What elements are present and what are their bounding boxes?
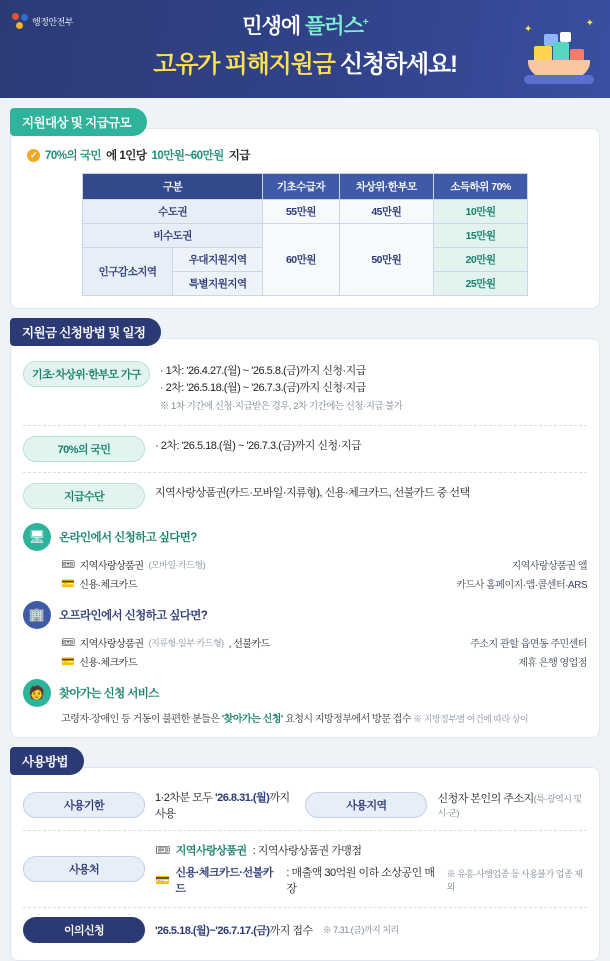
howto-right-label: 주소지 관할 읍면동 주민센터	[470, 638, 587, 650]
howto-left	[61, 654, 137, 669]
usage-place-text: : 매출액 30억원 이하 소상공인 매장	[286, 866, 435, 895]
bullet-prefix: 70%의 국민	[45, 150, 102, 162]
government-name: 행정안전부	[32, 16, 73, 27]
usage-place-lines	[155, 840, 587, 898]
usage-region-sub: (특·광역시 및 시·군)	[437, 794, 582, 819]
howto-left-label: 지역사랑상품권	[79, 560, 144, 572]
pill-income70: 70%의 국민	[23, 436, 145, 462]
grant-table	[82, 173, 528, 296]
pill-basic-household: 기초·차상위·한부모 가구	[23, 361, 150, 387]
bullet-suffix: 지급	[228, 150, 250, 162]
usage-place-line	[155, 862, 587, 898]
howto-online-title: 온라인에서 신청하고 싶다면?	[59, 531, 197, 544]
header-title-line1-b: 에	[280, 15, 305, 38]
section1-bullet	[27, 147, 587, 163]
usage-place-text: : 지역사랑상품권 가맹점	[252, 844, 362, 857]
usage-period-b: 까지 사용	[155, 791, 290, 820]
section-application	[10, 318, 600, 738]
howto-row	[61, 574, 587, 593]
objection-text	[155, 922, 313, 938]
howto-right-label: 지역사랑상품권 앱	[511, 560, 587, 572]
howto-left-extra: , 선불카드	[228, 638, 270, 650]
schedule-row-basic	[23, 355, 587, 421]
usage-place-memo: ※ 유흥·사행업종 등 사용불가 업종 제외	[446, 868, 583, 892]
header-title-line1	[0, 10, 610, 40]
howto-row	[61, 633, 587, 652]
howto-online-header	[23, 523, 587, 551]
howto-offline-header	[23, 601, 587, 629]
table-header-row	[83, 174, 528, 200]
header-title-degree: +	[362, 17, 368, 28]
howto-row	[61, 652, 587, 671]
objection-memo: ※ 7.31.(금)까지 처리	[322, 925, 399, 936]
header-title-line2	[0, 44, 610, 79]
usage-period-a: 1·2차분 모두	[155, 791, 216, 804]
th-nearpoor: 차상위·한부모	[339, 174, 433, 200]
howto-visit-title: 찾아가는 신청 서비스	[59, 687, 159, 700]
header-title-block	[0, 0, 610, 79]
th-basic: 기초수급자	[263, 174, 339, 200]
howto-left-label: 신용·체크카드	[79, 657, 137, 669]
bullet-mid: 에 1인당	[106, 150, 147, 162]
divider	[23, 472, 587, 473]
cell-nonmetro-income70: 15만원	[434, 224, 528, 248]
howto-right-label: 제휴 은행 영업점	[518, 657, 587, 669]
pill-objection: 이의신청	[23, 917, 145, 943]
section1-title: 지원대상 및 지급규모	[10, 108, 147, 136]
section2-title: 지원금 신청방법 및 일정	[10, 318, 161, 346]
header-title-line1-a: 민생	[242, 15, 281, 38]
table-row	[83, 224, 528, 248]
pill-usage-place: 사용처	[23, 856, 145, 882]
cell-nonmetro-nearpoor: 50만원	[339, 224, 433, 296]
howto-offline-rows	[61, 633, 587, 671]
howto-left-sub: (지류형·일부 카드형)	[148, 637, 224, 648]
th-income70: 소득하위 70%	[434, 174, 528, 200]
howto-online-rows	[61, 555, 587, 593]
section-eligibility	[10, 108, 600, 309]
card-icon: 💳	[155, 872, 170, 887]
cell-metro-basic: 55만원	[263, 200, 339, 224]
howto-left-sub: (모바일·카드형)	[148, 559, 206, 570]
hand-gift-illustration	[524, 18, 596, 84]
taegeuk-icon	[12, 13, 28, 29]
pill-usage-period: 사용기한	[23, 792, 145, 818]
cell-metro-nearpoor: 45만원	[339, 200, 433, 224]
row-label-nonmetro: 비수도권	[83, 224, 263, 248]
section2-body	[10, 338, 600, 738]
row-label-special: 특별지원지역	[173, 272, 263, 296]
coupon-icon: 🎟	[61, 636, 75, 649]
coupon-icon: 🎟	[61, 558, 75, 571]
section-usage	[10, 747, 600, 961]
usage-period-em: '26.8.31.(월)	[215, 791, 270, 804]
header-title-line2-b: 신청하세요!	[334, 51, 457, 78]
usage-place-name: 지역사랑상품권	[175, 844, 247, 857]
usage-region-text	[437, 790, 587, 819]
usage-period-row	[23, 784, 587, 826]
section3-title: 사용방법	[10, 747, 84, 775]
th-category: 구분	[83, 174, 263, 200]
objection-row	[23, 912, 587, 948]
payment-method-row	[23, 477, 587, 515]
schedule-line-2: · 2차: '26.5.18.(월) ~ '26.7.3.(금)까지 신청·지급	[159, 382, 366, 395]
howto-visit-header	[23, 679, 587, 707]
schedule-basic-text	[160, 361, 403, 415]
howto-left	[61, 576, 137, 591]
howto-left-label: 지역사랑상품권	[79, 638, 144, 650]
card-icon: 💳	[61, 577, 75, 590]
howto-offline-title: 오프라인에서 신청하고 싶다면?	[59, 609, 208, 622]
usage-period-text	[155, 789, 295, 821]
coupon-icon: 🎟	[155, 842, 170, 857]
government-logo	[12, 13, 73, 29]
howto-block	[23, 523, 587, 725]
howto-left	[61, 557, 205, 572]
row-label-depopulation: 인구감소지역	[83, 248, 173, 296]
cell-nonmetro-basic: 60만원	[263, 224, 339, 296]
howto-visit-desc	[61, 710, 587, 725]
divider	[23, 830, 587, 831]
section1-body	[10, 128, 600, 309]
payment-method-text: 지역사랑상품권(카드·모바일·지류형), 신용·체크카드, 선불카드 중 선택	[155, 486, 470, 499]
sparkle-icon: ✦	[585, 18, 594, 29]
schedule-70-text: · 2차: '26.5.18.(월) ~ '26.7.3.(금)까지 신청·지급	[155, 439, 362, 452]
section3-body	[10, 767, 600, 961]
usage-place-row	[23, 835, 587, 903]
pill-payment-method: 지급수단	[23, 483, 145, 509]
header-title-line2-a: 고유가 피해지원금	[153, 51, 335, 78]
objection-em: '26.5.18.(월)~'26.7.17.(금)	[155, 924, 270, 937]
usage-place-name: 신용·체크카드·선불카드	[175, 866, 273, 895]
divider	[23, 425, 587, 426]
howto-left-label: 신용·체크카드	[79, 579, 137, 591]
usage-place-line	[155, 840, 587, 860]
sparkle-icon: ✦	[524, 24, 533, 35]
visit-desc-a: 고령자·장애인 등 거동이 불편한 분들은	[61, 713, 222, 725]
howto-right-label: 카드사 홈페이지·앱·콜센터·ARS	[456, 579, 587, 591]
online-icon: 🖥	[23, 523, 51, 551]
visit-desc-memo: ※ 지방정부별 여건에 따라 상이	[413, 713, 529, 724]
header-title-line1-c: 플러스	[305, 15, 363, 38]
table-row	[83, 200, 528, 224]
offline-icon: 🏢	[23, 601, 51, 629]
usage-region-a: 신청자 본인의 주소지	[437, 793, 534, 806]
pill-usage-region: 사용지역	[305, 792, 427, 818]
visit-desc-b: 요청시 지방정부에서 방문 접수	[282, 713, 411, 725]
bullet-amount: 10만원~60만원	[151, 150, 224, 162]
divider	[23, 907, 587, 908]
howto-row	[61, 555, 587, 574]
poster-header	[0, 0, 610, 98]
cell-metro-income70: 10만원	[434, 200, 528, 224]
schedule-basic-note: ※ 1차 기간에 신청·지급받은 경우, 2차 기간에는 신청·지급 불가	[159, 401, 403, 413]
cell-preferential-income70: 20만원	[434, 248, 528, 272]
row-label-preferential: 우대지원지역	[173, 248, 263, 272]
objection-b: 까지 접수	[269, 924, 313, 937]
cell-special-income70: 25만원	[434, 272, 528, 296]
schedule-line-1: · 1차: '26.4.27.(월) ~ '26.5.8.(금)까지 신청·지급	[159, 365, 366, 377]
schedule-row-70	[23, 430, 587, 468]
howto-left	[61, 635, 270, 650]
card-icon: 💳	[61, 655, 75, 668]
visit-desc-quote: '찾아가는 신청'	[221, 713, 283, 725]
row-label-metro: 수도권	[83, 200, 263, 224]
visit-icon: 🧑	[23, 679, 51, 707]
check-icon: ✓	[27, 149, 40, 162]
